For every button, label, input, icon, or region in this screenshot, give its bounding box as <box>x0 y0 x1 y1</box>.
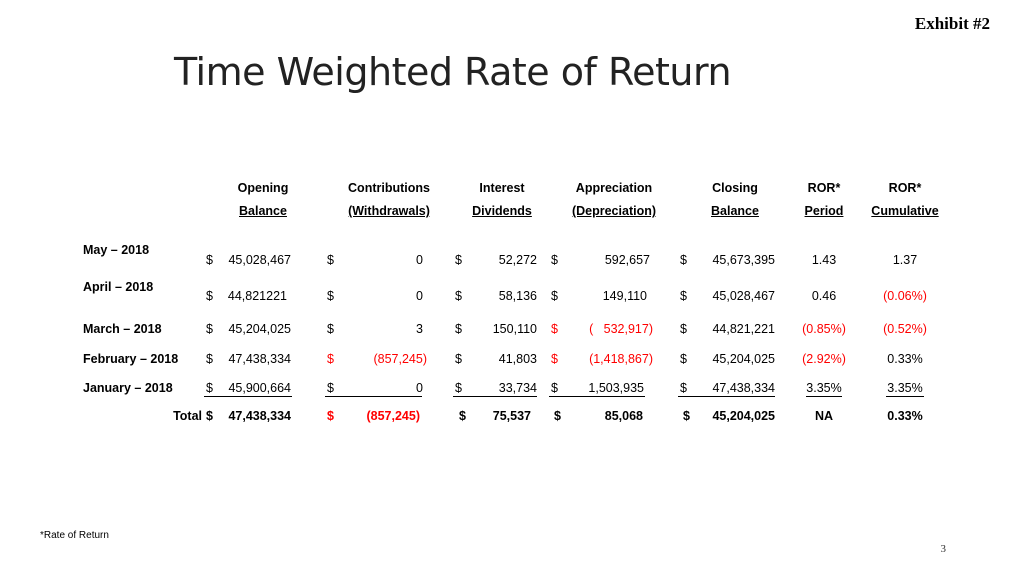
apprec-value: ( 532,917) <box>589 322 653 336</box>
ror-cum-value: 1.37 <box>892 253 918 267</box>
contrib-value: 3 <box>416 322 423 336</box>
currency-symbol: $ <box>551 289 558 303</box>
currency-symbol: $ <box>455 322 462 336</box>
total-interest: 75,537 <box>492 409 531 423</box>
currency-symbol: $ <box>683 409 690 423</box>
contrib-value: 0 <box>416 381 423 395</box>
opening-value: 47,438,334 <box>228 352 291 366</box>
header-appreciation: Appreciation (Depreciation) <box>571 181 657 218</box>
page-number: 3 <box>940 543 946 555</box>
currency-symbol: $ <box>206 381 213 395</box>
total-opening: 47,438,334 <box>228 409 291 423</box>
currency-symbol: $ <box>551 381 558 395</box>
contrib-value: (857,245) <box>373 352 427 366</box>
closing-value: 45,673,395 <box>712 253 775 267</box>
contrib-value: 0 <box>416 253 423 267</box>
currency-symbol: $ <box>455 381 462 395</box>
currency-symbol: $ <box>327 322 334 336</box>
currency-symbol: $ <box>680 253 687 267</box>
currency-symbol: $ <box>206 322 213 336</box>
total-contrib: (857,245) <box>366 409 420 423</box>
interest-value: 52,272 <box>498 253 537 267</box>
footnote: *Rate of Return <box>40 530 109 541</box>
interest-value: 33,734 <box>498 381 537 395</box>
interest-value: 150,110 <box>492 322 537 336</box>
currency-symbol: $ <box>680 352 687 366</box>
row-label-april: April – 2018 <box>83 280 154 294</box>
ror-period-value: (0.85%) <box>802 322 846 336</box>
header-opening: Opening Balance <box>237 181 289 218</box>
currency-symbol: $ <box>680 289 687 303</box>
ror-cum-value: 3.35% <box>887 381 923 395</box>
closing-value: 47,438,334 <box>712 381 775 395</box>
header-ror-period: ROR* Period <box>804 181 844 218</box>
currency-symbol: $ <box>206 352 213 366</box>
ror-period-value: (2.92%) <box>802 352 846 366</box>
currency-symbol: $ <box>551 352 558 366</box>
opening-value: 45,028,467 <box>228 253 291 267</box>
currency-symbol: $ <box>206 409 213 423</box>
currency-symbol: $ <box>327 289 334 303</box>
ror-period-value: 0.46 <box>811 289 837 303</box>
currency-symbol: $ <box>455 253 462 267</box>
header-contributions: Contributions (Withdrawals) <box>348 181 430 218</box>
ror-period-value: 3.35% <box>806 381 842 395</box>
currency-symbol: $ <box>327 409 334 423</box>
ror-cum-value: (0.52%) <box>883 322 927 336</box>
closing-value: 45,028,467 <box>712 289 775 303</box>
underline-interest <box>453 396 537 397</box>
interest-value: 58,136 <box>498 289 537 303</box>
row-label-may: May – 2018 <box>83 243 150 257</box>
currency-symbol: $ <box>680 381 687 395</box>
currency-symbol: $ <box>459 409 466 423</box>
total-ror-period: NA <box>814 409 834 423</box>
underline-opening <box>204 396 292 397</box>
apprec-value: 149,110 <box>602 289 647 303</box>
ror-cum-value: (0.06%) <box>883 289 927 303</box>
ror-cum-value: 0.33% <box>887 352 923 366</box>
total-ror-cum: 0.33% <box>887 409 923 423</box>
header-interest: Interest Dividends <box>472 181 532 218</box>
header-closing: Closing Balance <box>711 181 759 218</box>
currency-symbol: $ <box>327 381 334 395</box>
underline-closing <box>678 396 775 397</box>
row-label-february: February – 2018 <box>83 352 179 366</box>
exhibit-label: Exhibit #2 <box>914 14 990 33</box>
total-label: Total <box>173 409 202 423</box>
underline-contrib <box>325 396 422 397</box>
row-label-march: March – 2018 <box>83 322 162 336</box>
apprec-value: 1,503,935 <box>588 381 644 395</box>
apprec-value: (1,418,867) <box>589 352 653 366</box>
contrib-value: 0 <box>416 289 423 303</box>
apprec-value: 592,657 <box>604 253 650 267</box>
currency-symbol: $ <box>554 409 561 423</box>
currency-symbol: $ <box>551 253 558 267</box>
header-ror-cumulative: ROR* Cumulative <box>871 181 939 218</box>
opening-value: 44,821221 <box>227 289 287 303</box>
currency-symbol: $ <box>327 253 334 267</box>
underline-ror-cum <box>886 396 924 397</box>
currency-symbol: $ <box>680 322 687 336</box>
ror-period-value: 1.43 <box>811 253 837 267</box>
row-label-january: January – 2018 <box>83 381 173 395</box>
currency-symbol: $ <box>327 352 334 366</box>
currency-symbol: $ <box>206 289 213 303</box>
currency-symbol: $ <box>206 253 213 267</box>
page-title: Time Weighted Rate of Return <box>174 50 732 94</box>
total-closing: 45,204,025 <box>712 409 775 423</box>
closing-value: 45,204,025 <box>712 352 775 366</box>
currency-symbol: $ <box>551 322 558 336</box>
total-apprec: 85,068 <box>604 409 643 423</box>
interest-value: 41,803 <box>498 352 537 366</box>
opening-value: 45,900,664 <box>228 381 291 395</box>
underline-ror-period <box>806 396 842 397</box>
closing-value: 44,821,221 <box>712 322 775 336</box>
currency-symbol: $ <box>455 352 462 366</box>
opening-value: 45,204,025 <box>228 322 291 336</box>
underline-apprec <box>549 396 645 397</box>
currency-symbol: $ <box>455 289 462 303</box>
